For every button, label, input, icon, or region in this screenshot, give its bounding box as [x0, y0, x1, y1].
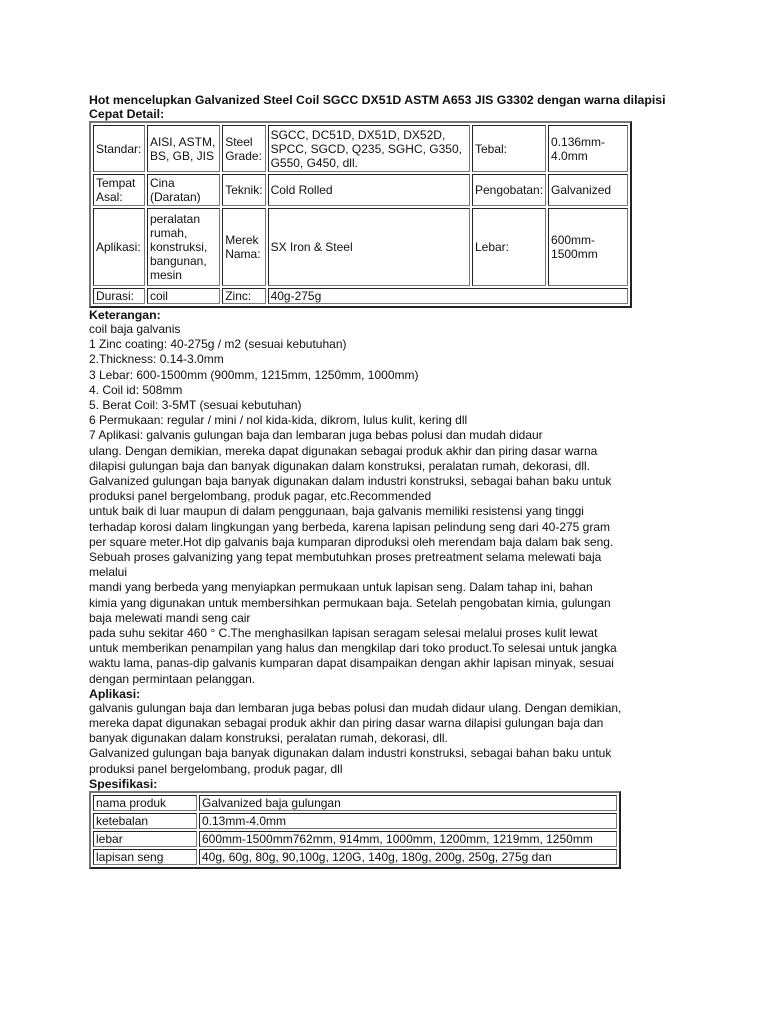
table-cell: 600mm-1500mm762mm, 914mm, 1000mm, 1200mm, 1219mm, 1250mm [199, 831, 617, 847]
text-line: pada suhu sekitar 460 ° C.The menghasilkan lapisan seragam selesai melalui proses kulit lewat [89, 626, 598, 641]
table-cell: 40g-275g [268, 288, 628, 304]
table-cell: lapisan seng [93, 849, 197, 865]
text-line: mandi yang berbeda yang menyiapkan permukaan untuk lapisan seng. Dalam tahap ini, bahan [89, 580, 593, 595]
table-cell: Cold Rolled [268, 174, 470, 206]
table-cell: Merek Nama: [222, 208, 265, 286]
text-line: 4. Coil id: 508mm [89, 382, 183, 397]
table-cell: Zinc: [222, 288, 265, 304]
text-line: waktu lama, panas-dip galvanis kumparan dapat disampaikan dengan akhir lapisan minyak, sesuai [89, 656, 614, 671]
spesifikasi-heading: Spesifikasi: [89, 776, 158, 791]
table-row [93, 831, 617, 847]
table-cell: Pengobatan: [472, 174, 546, 206]
table-cell: SX Iron & Steel [268, 208, 470, 286]
table-cell: coil [147, 288, 220, 304]
text-line: produksi panel bergelombang, produk pagar, dll [89, 761, 343, 776]
table-cell: Standar: [93, 125, 145, 172]
document [89, 93, 679, 869]
table-row [93, 813, 617, 829]
table-cell: SGCC, DC51D, DX51D, DX52D, SPCC, SGCD, Q235, SGHC, G350, G550, G450, dll. [268, 125, 470, 172]
table-cell: Durasi: [93, 288, 145, 304]
table-cell: peralatan rumah, konstruksi, bangunan, mesin [147, 208, 220, 286]
table-cell: Galvanized baja gulungan [199, 795, 617, 811]
table-cell: Teknik: [222, 174, 265, 206]
text-line: coil baja galvanis [89, 322, 181, 336]
text-line: untuk baik di luar maupun di dalam penggunaan, baja galvanis memiliki resistensi yang tinggi [89, 504, 584, 519]
table-cell: 0.136mm-4.0mm [548, 125, 628, 172]
text-line: 6 Permukaan: regular / mini / nol kida-kida, dikrom, lulus kulit, kering dll [89, 413, 468, 428]
document-title: Hot mencelupkan Galvanized Steel Coil SGCC DX51D ASTM A653 JIS G3302 dengan warna dilapisi [89, 93, 666, 107]
text-line: 1 Zinc coating: 40-275g / m2 (sesuai kebutuhan) [89, 337, 347, 352]
spec-table [89, 791, 621, 869]
text-line: 2.Thickness: 0.14-3.0mm [89, 352, 224, 367]
text-line: terhadap korosi dalam lingkungan yang berbeda, karena lapisan pelindung seng dari 40-275 gram [89, 519, 611, 534]
table-cell: 40g, 60g, 80g, 90,100g, 120G, 140g, 180g, 200g, 250g, 275g dan [199, 849, 617, 865]
table-cell: 0.13mm-4.0mm [199, 813, 617, 829]
text-line: 3 Lebar: 600-1500mm (900mm, 1215mm, 1250mm, 1000mm) [89, 367, 419, 382]
text-line: dengan permintaan pelanggan. [89, 671, 256, 686]
text-line: banyak digunakan dalam konstruksi, peralatan rumah, dekorasi, dll. [89, 731, 448, 746]
text-line: 5. Berat Coil: 3-5MT (sesuai kebutuhan) [89, 398, 302, 413]
aplikasi-heading: Aplikasi: [89, 686, 141, 701]
table-row [93, 174, 628, 206]
table-cell: AISI, ASTM, BS, GB, JIS [147, 125, 220, 172]
table-cell: lebar [93, 831, 197, 847]
table-cell: Galvanized [548, 174, 628, 206]
text-line: produksi panel bergelombang, produk pagar, etc.Recommended [89, 489, 432, 504]
table-row [93, 849, 617, 865]
text-line: Galvanized gulungan baja banyak digunakan dalam industri konstruksi, sebagai bahan baku untuk [89, 474, 612, 489]
quick-details-table [89, 121, 632, 308]
text-line: dilapisi gulungan baja dan banyak digunakan dalam konstruksi, peralatan rumah, dekorasi, dll. [89, 458, 590, 473]
keterangan-body [89, 322, 679, 687]
table-row [93, 208, 628, 286]
text-line: Galvanized gulungan baja banyak digunakan dalam industri konstruksi, sebagai bahan baku untuk [89, 746, 612, 761]
text-line: Sebuah proses galvanizing yang tepat membutuhkan proses pretreatment selama melewati baja [89, 550, 602, 565]
aplikasi-body [89, 701, 679, 777]
table-cell: Tebal: [472, 125, 546, 172]
table-row [93, 288, 628, 304]
text-line: ulang. Dengan demikian, mereka dapat digunakan sebagai produk akhir dan piring dasar warna [89, 443, 598, 458]
table-cell: ketebalan [93, 813, 197, 829]
text-line: melalui [89, 565, 128, 580]
text-line: mereka dapat digunakan sebagai produk akhir dan piring dasar warna dilapisi gulungan baja dan [89, 716, 604, 731]
table-cell: 600mm-1500mm [548, 208, 628, 286]
text-line: 7 Aplikasi: galvanis gulungan baja dan lembaran juga bebas polusi dan mudah didaur [89, 428, 543, 443]
table-row [93, 125, 628, 172]
table-cell: Cina (Daratan) [147, 174, 220, 206]
table-cell: Aplikasi: [93, 208, 145, 286]
table-cell: nama produk [93, 795, 197, 811]
table-cell: Tempat Asal: [93, 174, 145, 206]
table-cell: Steel Grade: [222, 125, 265, 172]
text-line: baja melewati mandi seng cair [89, 610, 251, 625]
table-cell: Lebar: [472, 208, 546, 286]
table-row [93, 795, 617, 811]
keterangan-heading: Keterangan: [89, 308, 161, 322]
text-line: kimia yang digunakan untuk membersihkan permukaan baja. Setelah pengobatan kimia, gulungan [89, 595, 611, 610]
quick-details-heading: Cepat Detail: [89, 107, 165, 121]
text-line: galvanis gulungan baja dan lembaran juga bebas polusi dan mudah didaur ulang. Dengan demikian, [89, 700, 622, 715]
text-line: per square meter.Hot dip galvanis baja kumparan diproduksi oleh merendam baja dalam bak seng. [89, 534, 614, 549]
text-line: untuk memberikan penampilan yang halus dan mengkilap dari toko product.To selesai untuk jangka [89, 641, 617, 656]
